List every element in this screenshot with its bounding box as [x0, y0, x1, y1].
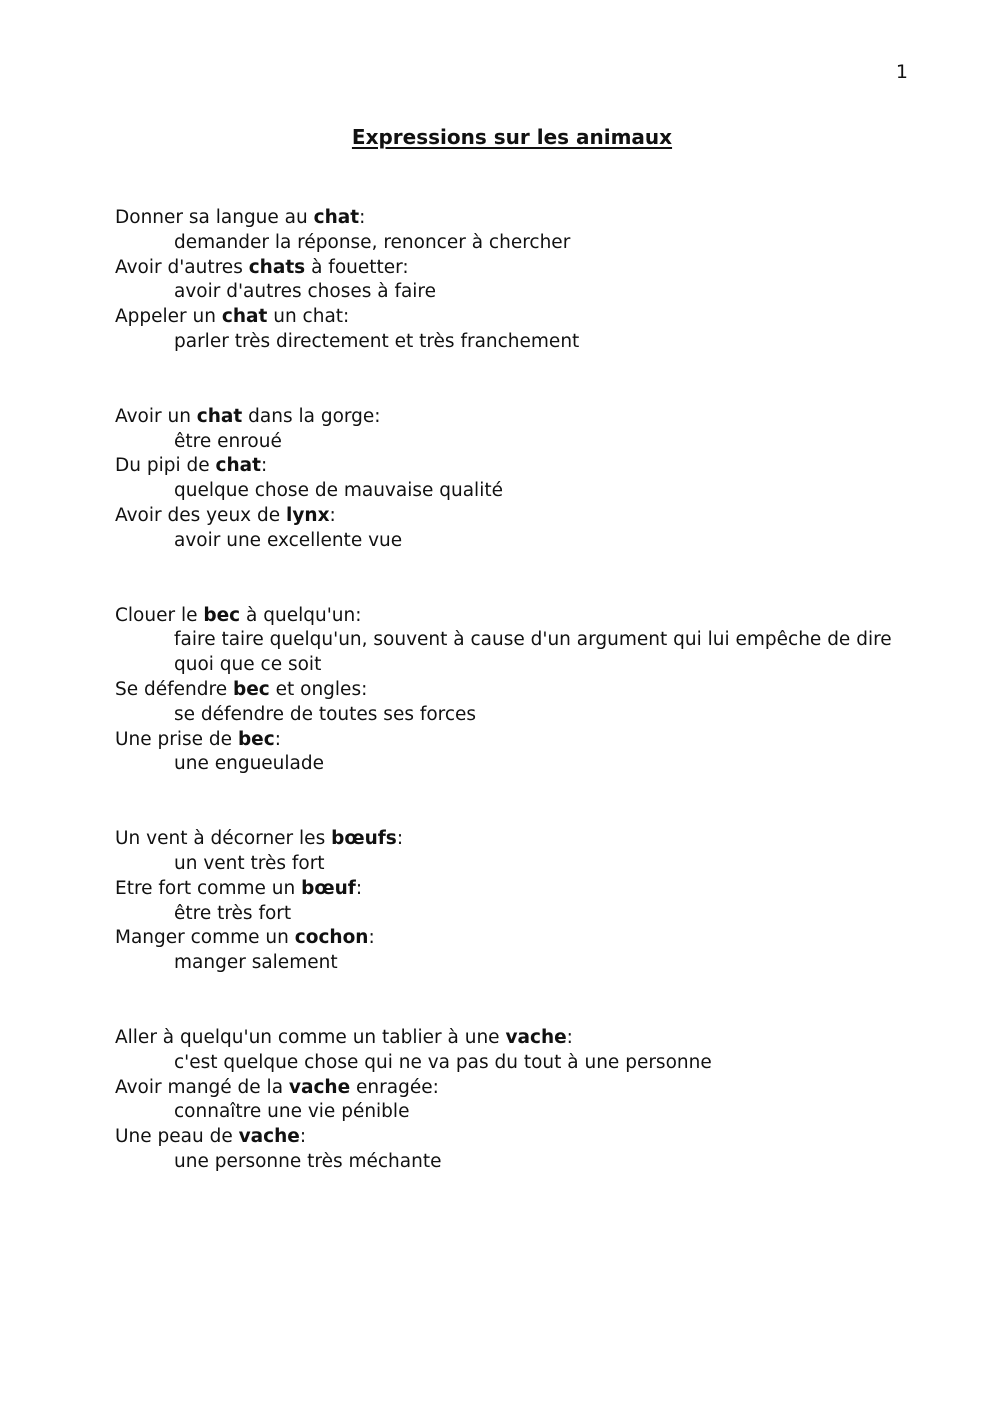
expression-before: Donner sa langue au: [115, 207, 314, 228]
expression-meaning: être enroué: [174, 430, 282, 452]
expression-entry: [115, 206, 915, 256]
expression-meaning: connaître une vie pénible: [174, 1101, 410, 1123]
expression-text: [115, 1026, 915, 1051]
expression-group: [115, 604, 915, 778]
expression-group: [115, 206, 915, 355]
expression-text: [115, 678, 915, 703]
expression-group: [115, 827, 915, 976]
expression-meaning: c'est quelque chose qui ne va pas du tout à une personne: [174, 1051, 712, 1073]
animal-keyword: vache: [288, 1076, 351, 1098]
expression-meaning: se défendre de toutes ses forces: [174, 703, 477, 725]
expression-text: [115, 206, 915, 231]
expression-meaning: manger salement: [174, 952, 338, 974]
expression-meaning: une engueulade: [174, 753, 324, 775]
expression-after: :: [274, 728, 281, 750]
expression-before: Manger comme un: [115, 927, 295, 949]
expression-entry: [115, 504, 915, 554]
animal-keyword: chat: [313, 207, 360, 228]
expression-entry: [115, 454, 915, 504]
expression-meaning: demander la réponse, renoncer à chercher: [174, 231, 571, 253]
expression-entry: [115, 877, 915, 927]
expression-meaning: faire taire quelqu'un, souvent à cause d'un argument qui lui empêche de dire quoi que ce soit: [174, 629, 892, 676]
animal-keyword: bec: [232, 678, 270, 700]
expression-after: un chat:: [267, 306, 350, 328]
expression-before: Avoir des yeux de: [115, 504, 286, 526]
expression-text: [115, 256, 915, 281]
page-number: 1: [895, 61, 908, 83]
animal-keyword: chat: [196, 405, 243, 427]
expression-text: [115, 728, 915, 753]
expression-text: [115, 1076, 915, 1101]
expression-meaning: avoir d'autres choses à faire: [174, 281, 437, 303]
expression-entry: [115, 305, 915, 355]
expression-text: [115, 454, 915, 479]
expression-before: Un vent à décorner les: [115, 828, 332, 850]
animal-keyword: vache: [238, 1126, 300, 1148]
expression-after: à quelqu'un:: [240, 604, 362, 626]
expression-entry: [115, 678, 915, 728]
expression-entry: [115, 604, 915, 678]
expression-group: [115, 405, 915, 554]
expression-before: Avoir d'autres: [115, 256, 249, 278]
animal-keyword: bœufs: [331, 828, 397, 850]
animal-keyword: bec: [237, 728, 275, 750]
expression-before: Une prise de: [115, 728, 238, 750]
expression-entry: [115, 1026, 915, 1076]
expression-after: à fouetter:: [305, 256, 409, 278]
expression-text: [115, 305, 915, 330]
expression-after: :: [368, 927, 375, 949]
animal-keyword: cochon: [294, 927, 369, 949]
expression-before: Clouer le: [115, 604, 204, 626]
expression-text: [115, 926, 915, 951]
expression-before: Une peau de: [115, 1126, 239, 1148]
expression-after: :: [566, 1026, 573, 1048]
expression-entry: [115, 1076, 915, 1126]
expression-meaning: avoir une excellente vue: [174, 529, 403, 551]
animal-keyword: bœuf: [301, 877, 356, 899]
animal-keyword: chat: [215, 455, 261, 477]
expression-after: :: [329, 504, 336, 526]
expression-meaning: être très fort: [174, 902, 292, 924]
expression-after: :: [299, 1126, 307, 1148]
expression-text: [115, 877, 915, 902]
expression-meaning: une personne très méchante: [174, 1150, 442, 1172]
expression-group: [115, 1026, 915, 1175]
page-title: Expressions sur les animaux: [351, 125, 673, 149]
expression-after: :: [260, 455, 268, 477]
expression-text: [115, 1125, 915, 1150]
expression-entry: [115, 728, 915, 778]
animal-keyword: lynx: [286, 504, 330, 526]
expression-entry: [115, 405, 915, 455]
expression-before: Avoir un: [115, 405, 197, 427]
expression-before: Se défendre: [115, 678, 233, 700]
animal-keyword: chat: [221, 306, 268, 328]
expressions-list: [115, 206, 915, 1175]
expression-after: :: [396, 828, 404, 850]
expression-after: dans la gorge:: [242, 405, 381, 427]
expression-after: enragée:: [350, 1076, 439, 1098]
expression-before: Avoir mangé de la: [115, 1076, 289, 1098]
expression-text: [115, 504, 915, 529]
expression-entry: [115, 827, 915, 877]
animal-keyword: bec: [203, 604, 241, 626]
expression-meaning: un vent très fort: [174, 852, 325, 874]
animal-keyword: chats: [248, 256, 306, 278]
expression-after: et ongles:: [269, 678, 368, 700]
expression-entry: [115, 1125, 915, 1175]
expression-before: Etre fort comme un: [115, 877, 302, 899]
expression-before: Appeler un: [115, 306, 222, 328]
expression-meaning: parler très directement et très franchement: [174, 330, 580, 352]
expression-text: [115, 405, 915, 430]
expression-text: [115, 604, 915, 629]
expression-before: Aller à quelqu'un comme un tablier à une: [115, 1026, 506, 1048]
expression-after: :: [355, 877, 363, 899]
expression-text: [115, 827, 915, 852]
expression-meaning: quelque chose de mauvaise qualité: [174, 480, 503, 502]
expression-before: Du pipi de: [115, 455, 216, 477]
expression-entry: [115, 256, 915, 306]
expression-entry: [115, 926, 915, 976]
animal-keyword: vache: [505, 1026, 567, 1048]
expression-after: :: [359, 207, 366, 228]
